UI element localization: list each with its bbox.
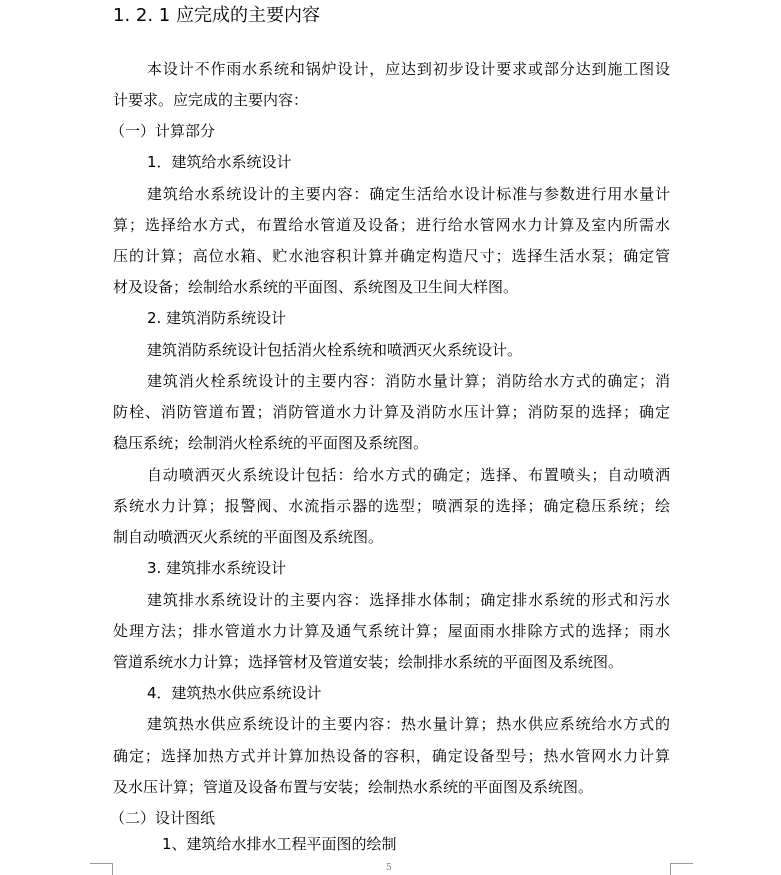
paragraph-line: 防栓、消防管道布置；消防管道水力计算及消防水压计算；消防泵的选择；确定	[113, 403, 670, 421]
item-heading: 3. 建筑排水系统设计	[147, 559, 287, 577]
item-heading: 1、建筑给水排水工程平面图的绘制	[162, 835, 397, 853]
page-margin-marker-left	[90, 863, 113, 875]
paragraph-line: 本设计不作雨水系统和锅炉设计，应达到初步设计要求或部分达到施工图设	[147, 60, 670, 78]
paragraph-line: 稳压系统；绘制消火栓系统的平面图及系统图。	[113, 434, 429, 452]
paragraph-line: 材及设备；绘制给水系统的平面图、系统图及卫生间大样图。	[113, 278, 519, 296]
paragraph-line: 制自动喷洒灭火系统的平面图及系统图。	[113, 528, 384, 546]
item-heading: 4．建筑热水供应系统设计	[147, 684, 322, 702]
paragraph-line: 建筑排水系统设计的主要内容：选择排水体制；确定排水系统的形式和污水	[147, 591, 670, 609]
paragraph-line: 建筑给水系统设计的主要内容：确定生活给水设计标准与参数进行用水量计	[147, 185, 670, 203]
paragraph-line: 计要求。应完成的主要内容：	[113, 91, 309, 109]
paragraph-line: 建筑消防系统设计包括消火栓系统和喷洒灭火系统设计。	[147, 341, 523, 359]
paragraph-line: 建筑热水供应系统设计的主要内容：热水量计算；热水供应系统给水方式的	[147, 715, 670, 733]
paragraph-line: 系统水力计算；报警阀、水流指示器的选型；喷洒泵的选择；确定稳压系统；绘	[113, 497, 670, 515]
page-number: 5	[386, 863, 392, 873]
paragraph-line: 算；选择给水方式，布置给水管道及设备；进行给水管网水力计算及室内所需水	[113, 216, 670, 234]
subsection-heading: （一）计算部分	[110, 122, 216, 140]
paragraph-line: 及水压计算；管道及设备布置与安装；绘制热水系统的平面图及系统图。	[113, 778, 594, 796]
paragraph-line: 压的计算；高位水箱、贮水池容积计算并确定构造尺寸；选择生活水泵；确定管	[113, 247, 670, 265]
item-heading: 1．建筑给水系统设计	[147, 153, 292, 171]
section-heading: 1. 2. 1 应完成的主要内容	[113, 5, 320, 26]
paragraph-line: 处理方法；排水管道水力计算及通气系统计算；屋面雨水排除方式的选择；雨水	[113, 622, 670, 640]
paragraph-line: 管道系统水力计算；选择管材及管道安装；绘制排水系统的平面图及系统图。	[113, 653, 624, 671]
paragraph-line: 自动喷洒灭火系统设计包括：给水方式的确定；选择、布置喷头；自动喷洒	[147, 466, 670, 484]
paragraph-line: 确定；选择加热方式并计算加热设备的容积，确定设备型号；热水管网水力计算	[113, 747, 670, 765]
item-heading: 2. 建筑消防系统设计	[147, 309, 287, 327]
paragraph-line: 建筑消火栓系统设计的主要内容：消防水量计算；消防给水方式的确定；消	[147, 372, 670, 390]
subsection-heading: （二）设计图纸	[110, 809, 216, 827]
page-margin-marker-right	[670, 863, 693, 875]
